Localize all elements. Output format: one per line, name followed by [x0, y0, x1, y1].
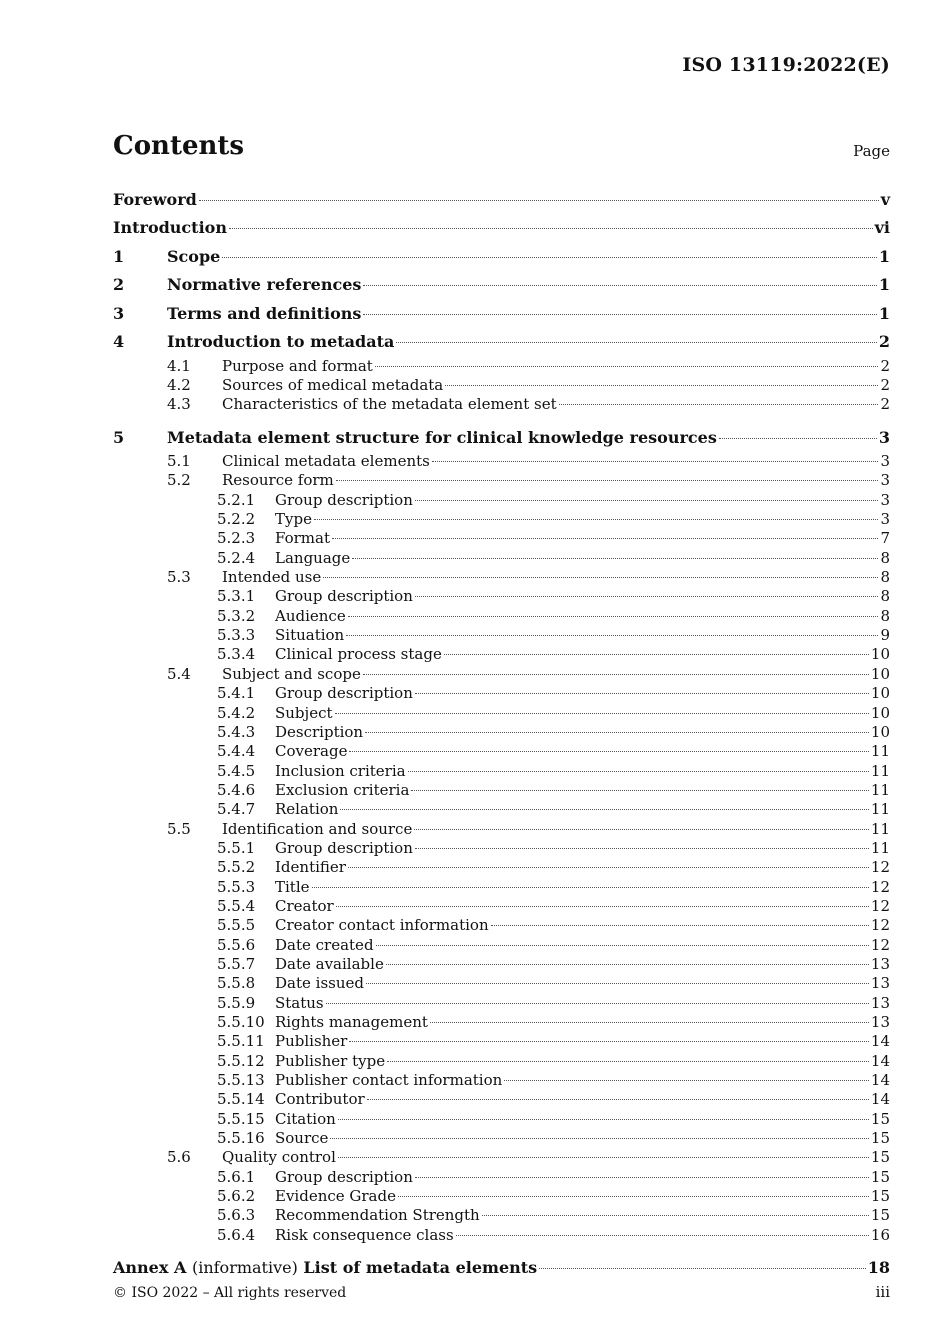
toc-entry-label: Exclusion criteria — [275, 780, 410, 799]
toc-entry-label: Coverage — [275, 742, 348, 761]
toc-entry-number: 5.3.1 — [217, 587, 256, 606]
toc-entry-number: 5.5.2 — [217, 858, 256, 877]
toc-entry-number: 5.2.4 — [217, 548, 256, 567]
toc-entry-page: 3 — [880, 452, 890, 471]
toc-entry-label: Scope — [167, 246, 221, 266]
dot-leader — [348, 616, 879, 617]
toc-entry-label: Date created — [275, 935, 374, 954]
toc-entry[interactable] — [113, 186, 890, 214]
toc-entry-label: Group description — [275, 587, 413, 606]
toc-entry[interactable] — [113, 549, 890, 568]
toc-entry-label — [113, 1254, 537, 1282]
dot-leader — [222, 257, 877, 258]
toc-entry-page: 13 — [870, 1013, 890, 1031]
dot-leader — [363, 674, 869, 675]
toc-entry-label: Identification and source — [222, 819, 413, 838]
toc-entry[interactable] — [113, 271, 890, 300]
toc-entry-label: Group description — [275, 1167, 413, 1186]
toc-entry-number: 5.4.6 — [217, 780, 256, 799]
dot-leader — [349, 751, 868, 752]
toc-entry[interactable] — [113, 839, 890, 858]
dot-leader — [386, 964, 869, 965]
toc-entry[interactable] — [113, 1032, 890, 1051]
toc-entry-number: 5.5.9 — [217, 993, 256, 1012]
dot-leader — [444, 654, 869, 655]
toc-entry[interactable] — [113, 742, 890, 761]
toc-entry-label: Inclusion criteria — [275, 761, 406, 780]
toc-entry-page: 3 — [880, 471, 890, 490]
toc-entry-label: Group description — [275, 838, 413, 857]
toc-entry-number: 4.2 — [167, 375, 191, 394]
dot-leader — [349, 1041, 869, 1042]
toc-entry-page: 9 — [880, 626, 890, 645]
dot-leader — [415, 500, 879, 501]
toc-entry-page: 15 — [870, 1129, 890, 1148]
toc-entry[interactable] — [113, 916, 890, 935]
toc-entry-number: 5.5.16 — [217, 1129, 265, 1148]
toc-entry-number: 5.4.7 — [217, 800, 256, 819]
toc-entry[interactable] — [113, 529, 890, 548]
toc-entry-page: 11 — [870, 742, 890, 761]
toc-entry-label: Resource form — [222, 471, 334, 490]
table-of-contents — [113, 186, 890, 1283]
toc-entry-number: 4.3 — [167, 395, 191, 414]
toc-entry-page: 18 — [867, 1258, 890, 1278]
dot-leader — [367, 1099, 869, 1100]
toc-entry-page: 15 — [870, 1206, 890, 1225]
toc-entry-number: 5.2 — [167, 471, 191, 490]
toc-entry-page: 13 — [870, 993, 890, 1012]
toc-entry-page: 16 — [870, 1225, 890, 1244]
toc-entry-page: 10 — [870, 722, 890, 741]
footer-copyright: © ISO 2022 – All rights reserved — [113, 1285, 347, 1301]
toc-entry[interactable] — [113, 645, 890, 664]
dot-leader — [408, 771, 869, 772]
toc-entry-number: 5.2.1 — [217, 490, 256, 509]
dot-leader — [491, 925, 869, 926]
annex-prefix: Annex A — [113, 1258, 187, 1278]
toc-entry-label: Situation — [275, 626, 345, 645]
toc-entry-number: 5.3.4 — [217, 645, 256, 664]
toc-entry[interactable] — [113, 300, 890, 329]
dot-leader — [387, 1061, 869, 1062]
toc-entry[interactable] — [113, 1187, 890, 1206]
toc-entry-page: 11 — [870, 780, 890, 799]
toc-entry-page: 7 — [880, 529, 890, 548]
toc-entry-page: 2 — [880, 395, 890, 414]
toc-entry-page: vi — [874, 218, 890, 237]
toc-entry[interactable] — [113, 723, 890, 742]
toc-entry[interactable] — [113, 1013, 890, 1032]
toc-entry-page: 8 — [880, 548, 890, 567]
dot-leader — [365, 732, 869, 733]
dot-leader — [352, 558, 878, 559]
toc-entry-number: 5.5.10 — [217, 1013, 265, 1031]
toc-entry-number: 5.1 — [167, 452, 191, 471]
toc-entry-label: Contributor — [275, 1090, 365, 1109]
toc-entry-label: Terms and definitions — [167, 303, 362, 323]
toc-entry[interactable] — [113, 626, 890, 645]
dot-leader — [504, 1080, 869, 1081]
toc-entry[interactable] — [113, 665, 890, 684]
toc-entry-label: Subject — [275, 703, 333, 722]
toc-entry-label: Sources of medical metadata — [222, 375, 444, 394]
toc-entry-label: Characteristics of the metadata element set — [222, 395, 557, 414]
toc-entry-number: 5.4.2 — [217, 703, 256, 722]
toc-entry[interactable] — [113, 452, 890, 471]
dot-leader — [482, 1215, 869, 1216]
toc-entry-label: Purpose and format — [222, 356, 373, 375]
dot-leader — [396, 342, 877, 343]
toc-entry-label: Type — [275, 510, 312, 529]
toc-entry[interactable] — [113, 955, 890, 974]
toc-entry[interactable] — [113, 1052, 890, 1071]
contents-title: Contents — [113, 131, 245, 161]
toc-entry-number: 5.4.1 — [217, 684, 256, 703]
dot-leader — [363, 314, 876, 315]
toc-entry-number: 5.4.5 — [217, 761, 256, 780]
toc-entry-number: 5.3.2 — [217, 606, 256, 625]
toc-entry-label: Citation — [275, 1109, 336, 1128]
toc-entry-annex[interactable] — [113, 1254, 890, 1283]
toc-entry-label: Source — [275, 1129, 329, 1148]
toc-entry[interactable] — [113, 376, 890, 395]
toc-entry-page: 11 — [870, 800, 890, 819]
toc-entry-label: Evidence Grade — [275, 1187, 396, 1206]
toc-entry-label: Risk consequence class — [275, 1225, 454, 1244]
dot-leader — [363, 285, 876, 286]
toc-entry-page: 11 — [870, 819, 890, 838]
toc-entry-number: 5.5.1 — [217, 838, 256, 857]
toc-entry-label: Quality control — [222, 1148, 336, 1167]
toc-entry-label: Introduction to metadata — [167, 332, 395, 351]
toc-entry[interactable] — [113, 1148, 890, 1167]
dot-leader — [414, 829, 869, 830]
toc-entry-number: 5.2.2 — [217, 510, 256, 529]
toc-entry[interactable] — [113, 800, 890, 819]
toc-entry-label: Creator contact information — [275, 916, 489, 935]
dot-leader — [326, 1003, 869, 1004]
toc-entry-number: 4 — [113, 332, 125, 351]
toc-entry-page: 14 — [870, 1071, 890, 1090]
toc-entry-page: 1 — [878, 246, 890, 266]
toc-entry-label: Publisher contact information — [275, 1071, 503, 1090]
dot-leader — [330, 1138, 868, 1139]
toc-entry-number: 5.4.3 — [217, 722, 256, 741]
dot-leader — [366, 983, 869, 984]
toc-entry[interactable] — [113, 1226, 890, 1245]
toc-entry-number: 5.2.3 — [217, 529, 256, 548]
toc-entry-number: 5.5.8 — [217, 974, 256, 993]
dot-leader — [338, 1157, 869, 1158]
toc-entry[interactable] — [113, 762, 890, 781]
toc-entry-page: 12 — [870, 877, 890, 896]
toc-entry[interactable] — [113, 568, 890, 587]
toc-entry-number: 5.5.5 — [217, 916, 256, 935]
toc-entry-page: 8 — [880, 587, 890, 606]
toc-entry[interactable] — [113, 510, 890, 529]
toc-entry-label: Intended use — [222, 568, 322, 587]
toc-entry-page: 10 — [870, 645, 890, 664]
toc-entry-page: 13 — [870, 954, 890, 973]
toc-entry-label: Recommendation Strength — [275, 1206, 480, 1225]
dot-leader — [199, 200, 879, 201]
toc-entry-number: 5.3.3 — [217, 626, 256, 645]
toc-entry-page: 10 — [870, 684, 890, 703]
dot-leader — [415, 1177, 869, 1178]
toc-entry-page: 3 — [878, 427, 890, 447]
toc-entry-number: 1 — [113, 246, 125, 266]
dot-leader — [559, 404, 879, 405]
toc-entry-page: 10 — [870, 664, 890, 683]
toc-entry-label: Clinical process stage — [275, 645, 442, 664]
annex-qualifier: (informative) — [191, 1258, 298, 1278]
dot-leader — [539, 1268, 866, 1269]
toc-entry-label: Introduction — [113, 218, 227, 237]
dot-leader — [340, 809, 868, 810]
dot-leader — [415, 693, 869, 694]
toc-entry-number: 5.5.13 — [217, 1071, 265, 1090]
toc-entry-page: 15 — [870, 1167, 890, 1186]
toc-entry-number: 5.5.12 — [217, 1051, 265, 1070]
dot-leader — [314, 519, 878, 520]
toc-entry[interactable] — [113, 897, 890, 916]
page-column-label: Page — [853, 142, 890, 160]
toc-entry-page: 12 — [870, 935, 890, 954]
toc-entry-label: Publisher — [275, 1032, 348, 1051]
dot-leader — [445, 385, 878, 386]
toc-entry-page: 8 — [880, 568, 890, 587]
toc-entry[interactable] — [113, 1129, 890, 1148]
toc-entry-number: 5.6.3 — [217, 1206, 256, 1225]
toc-entry-number: 5.6.4 — [217, 1225, 256, 1244]
toc-entry-page: 3 — [880, 510, 890, 529]
toc-entry[interactable] — [113, 1110, 890, 1129]
toc-entry-number: 5.6.1 — [217, 1167, 256, 1186]
toc-entry[interactable] — [113, 1168, 890, 1187]
toc-entry-label: Format — [275, 529, 330, 548]
toc-entry-page: 14 — [870, 1051, 890, 1070]
toc-entry[interactable] — [113, 1206, 890, 1225]
toc-entry-page: 1 — [878, 275, 890, 294]
dot-leader — [338, 1119, 869, 1120]
toc-entry-label: Foreword — [113, 190, 197, 209]
toc-entry-label: Clinical metadata elements — [222, 452, 430, 471]
dot-leader — [415, 596, 879, 597]
dot-leader — [398, 1196, 869, 1197]
toc-entry-number: 5.5.6 — [217, 935, 256, 954]
toc-entry-label: Rights management — [275, 1013, 428, 1031]
dot-leader — [432, 461, 879, 462]
toc-entry-number: 5.5.4 — [217, 896, 256, 915]
toc-entry-label: Metadata element structure for clinical knowledge resources — [167, 427, 717, 447]
toc-entry[interactable] — [113, 704, 890, 723]
toc-entry-page: 14 — [870, 1032, 890, 1051]
toc-entry-label: Status — [275, 993, 324, 1012]
toc-entry-number: 5.5.15 — [217, 1109, 265, 1128]
toc-entry-page: 2 — [878, 332, 890, 351]
toc-entry-page: 3 — [880, 490, 890, 509]
toc-entry[interactable] — [113, 994, 890, 1013]
dot-leader — [336, 906, 869, 907]
footer-page-number: iii — [875, 1283, 890, 1301]
toc-entry-number: 5.5.3 — [217, 877, 256, 896]
toc-entry[interactable] — [113, 491, 890, 510]
toc-entry[interactable] — [113, 357, 890, 376]
dot-leader — [312, 887, 869, 888]
toc-entry[interactable] — [113, 878, 890, 897]
toc-entry-label: Identifier — [275, 858, 346, 877]
toc-entry-page: 12 — [870, 896, 890, 915]
toc-entry-number: 4.1 — [167, 356, 191, 375]
toc-entry-label: Creator — [275, 896, 334, 915]
toc-entry-label: Date issued — [275, 974, 364, 993]
toc-entry-page: 11 — [870, 838, 890, 857]
document-id: ISO 13119:2022(E) — [682, 54, 890, 76]
toc-entry-label: Title — [275, 877, 310, 896]
toc-entry-label: Language — [275, 548, 351, 567]
dot-leader — [415, 848, 869, 849]
toc-entry-page: 11 — [870, 761, 890, 780]
dot-leader — [346, 635, 878, 636]
toc-entry-number: 5.5 — [167, 819, 191, 838]
dot-leader — [376, 945, 869, 946]
toc-entry[interactable] — [113, 820, 890, 839]
toc-entry-label: Date available — [275, 954, 384, 973]
toc-entry[interactable] — [113, 243, 890, 272]
toc-entry-page: 12 — [870, 916, 890, 935]
toc-entry-page: 10 — [870, 703, 890, 722]
toc-entry-number: 5.6.2 — [217, 1187, 256, 1206]
toc-entry-page: v — [880, 190, 890, 209]
toc-entry-page: 15 — [870, 1187, 890, 1206]
dot-leader — [719, 438, 877, 439]
dot-leader — [375, 366, 879, 367]
toc-entry[interactable] — [113, 781, 890, 800]
toc-entry-label: Normative references — [167, 275, 362, 294]
toc-entry[interactable] — [113, 936, 890, 955]
toc-entry-number: 5.4 — [167, 664, 191, 683]
toc-entry-page: 15 — [870, 1109, 890, 1128]
dot-leader — [336, 480, 879, 481]
toc-entry[interactable] — [113, 684, 890, 703]
toc-entry-label: Group description — [275, 490, 413, 509]
toc-entry-page: 12 — [870, 858, 890, 877]
toc-entry[interactable] — [113, 587, 890, 606]
toc-entry[interactable] — [113, 974, 890, 993]
toc-entry-number: 2 — [113, 275, 125, 294]
toc-entry-number: 3 — [113, 303, 125, 323]
toc-entry[interactable] — [113, 214, 890, 243]
toc-entry-label: Subject and scope — [222, 664, 361, 683]
toc-entry[interactable] — [113, 1071, 890, 1090]
dot-leader — [229, 228, 873, 229]
toc-entry-number: 5.5.14 — [217, 1090, 265, 1109]
toc-entry-number: 5.6 — [167, 1148, 191, 1167]
toc-entry-number: 5.4.4 — [217, 742, 256, 761]
dot-leader — [411, 790, 868, 791]
toc-entry[interactable] — [113, 328, 890, 357]
dot-leader — [323, 577, 878, 578]
toc-entry-page: 8 — [880, 606, 890, 625]
toc-entry[interactable] — [113, 395, 890, 414]
dot-leader — [456, 1235, 869, 1236]
toc-entry-page: 1 — [878, 303, 890, 323]
dot-leader — [348, 867, 869, 868]
toc-entry-number: 5.5.7 — [217, 954, 256, 973]
toc-entry[interactable] — [113, 1090, 890, 1109]
toc-entry-number: 5 — [113, 427, 125, 447]
toc-entry[interactable] — [113, 607, 890, 626]
toc-entry-page: 2 — [880, 375, 890, 394]
dot-leader — [332, 538, 878, 539]
toc-entry-label: Relation — [275, 800, 339, 819]
toc-entry-label: Audience — [275, 606, 346, 625]
toc-entry-label: Description — [275, 722, 364, 741]
toc-entry-page: 13 — [870, 974, 890, 993]
toc-entry-label: Publisher type — [275, 1051, 386, 1070]
toc-entry-page: 14 — [870, 1090, 890, 1109]
toc-entry-page: 2 — [880, 356, 890, 375]
toc-entry-label: Group description — [275, 684, 413, 703]
toc-entry[interactable] — [113, 858, 890, 877]
dot-leader — [335, 713, 869, 714]
toc-entry-number: 5.5.11 — [217, 1032, 265, 1051]
toc-entry-page: 15 — [870, 1148, 890, 1167]
dot-leader — [430, 1022, 869, 1023]
toc-entry-number: 5.3 — [167, 568, 191, 587]
toc-entry[interactable] — [113, 471, 890, 490]
annex-title: List of metadata elements — [303, 1258, 538, 1278]
toc-entry[interactable] — [113, 424, 890, 453]
